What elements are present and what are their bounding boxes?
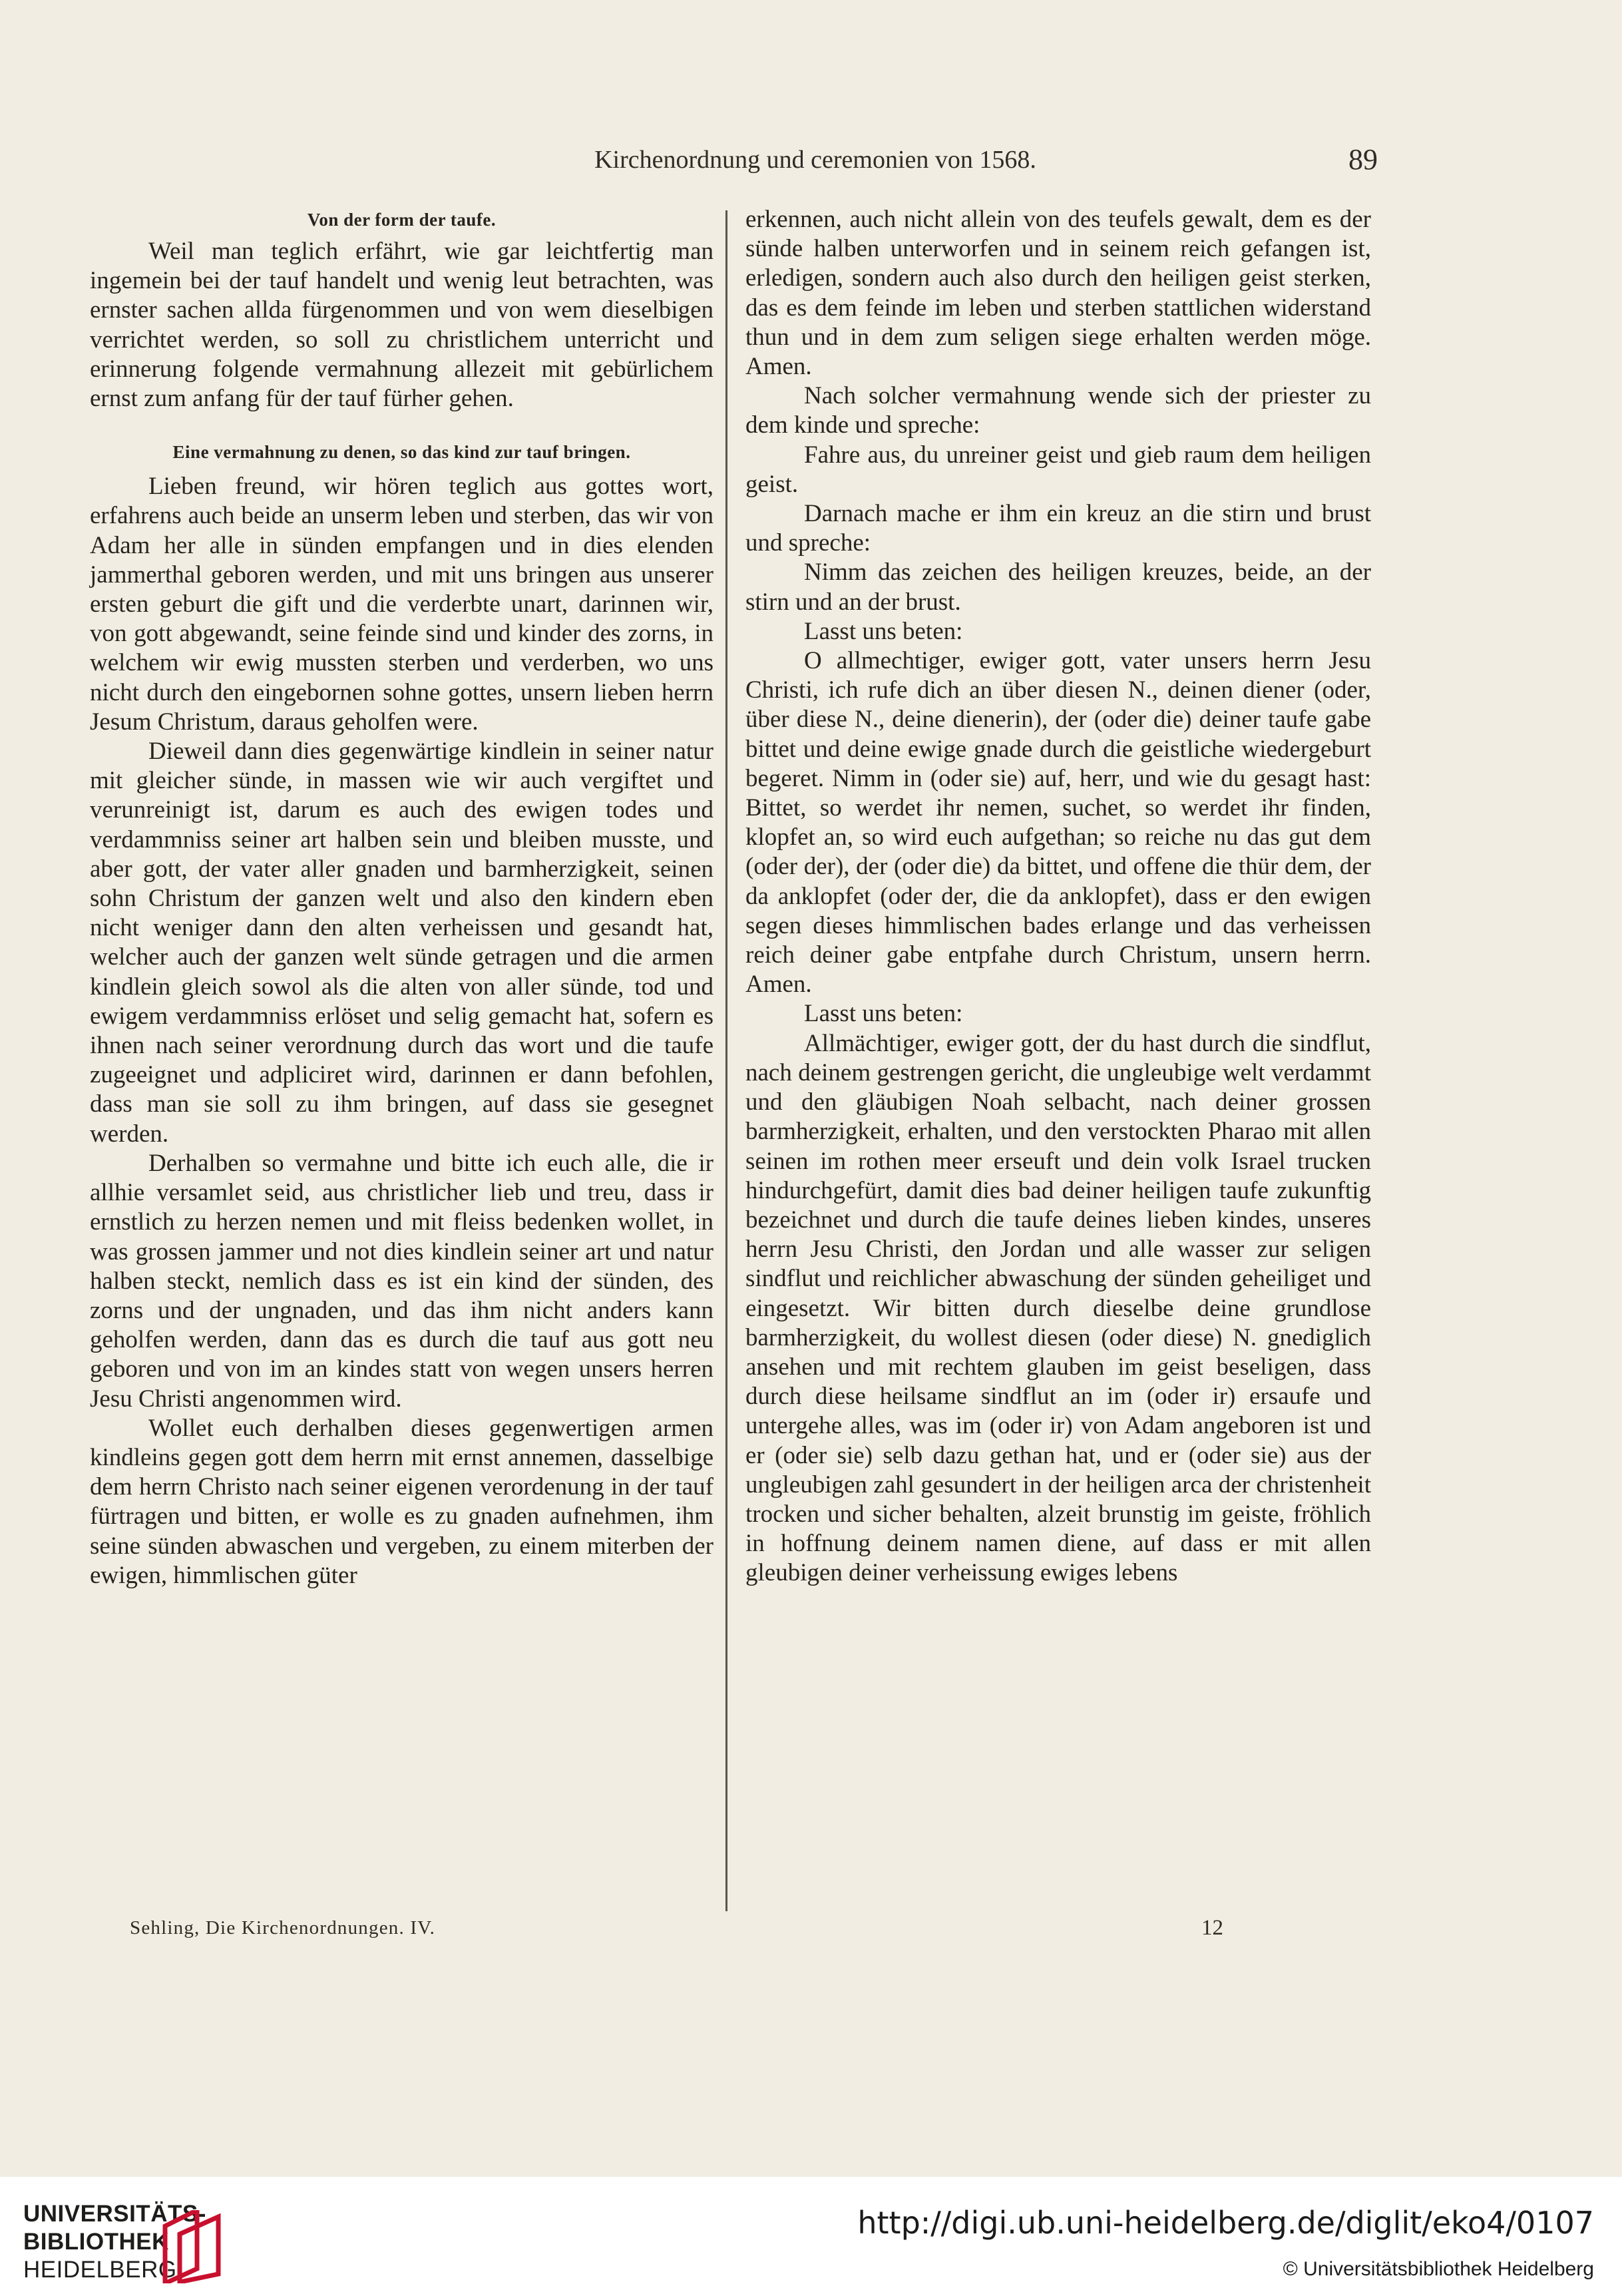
library-logo-icon <box>160 2210 224 2283</box>
right-column <box>745 205 1371 1588</box>
copyright-notice: © Universitätsbibliothek Heidelberg <box>1283 2258 1594 2280</box>
paragraph: O allmechtiger, ewiger gott, vater unsers herrn Jesu Christi, ich rufe dich an über diesen N., deinen diener (oder, über diese N., deine dienerin), der (oder die) deiner taufe gabe bittet und deine ewige gnade durch die geistliche wiedergeburt begeret. Nimm in (oder sie) auf, herr, und wie du gesagt hast: Bittet, so werdet ihr nemen, suchet, so werdet ihr finden, klopfet an, so wird euch aufgethan; so reiche nu das gut dem (oder der), der (oder die) da bittet, und offene die thür dem, der da anklopfet (oder der, die da anklopfet), dass er den ewigen segen dieses himmlischen bades erlange und das verheissen reich deiner gabe entpfahe durch Christum, unsern herrn. Amen. <box>745 647 1371 999</box>
logo-text-line-2: BIBLIOTHEK <box>23 2229 169 2255</box>
logo-text-line-1: UNIVERSITÄTS- <box>23 2201 206 2227</box>
paragraph: Dieweil dann dies gegenwärtige kindlein in seiner natur mit gleicher sünde, in massen wie wir auch vergiftet und verunreinigt ist, darum es auch des ewigen todes und verdammniss seiner art halben sein und bleiben musste, und aber gott, der vater aller gnaden und barmherzigkeit, seinen sohn Christum der ganzen welt und also den kindern eben nicht weniger dann den alten verheissen und gesandt hat, welcher auch der ganzen welt sünde getragen und die armen kindlein gleich sowol als die alten von aller sünde, tod und ewigem verdammniss erlöset und selig gemacht hat, sofern es ihnen nach seiner verordnung durch das wort und die taufe zugeeignet und adpliciret wird, darinnen er dann befohlen, dass man sie soll zu ihm bringen, auf dass sie gesegnet werden. <box>90 738 713 1148</box>
paragraph: Lieben freund, wir hören teglich aus gottes wort, erfahrens auch beide an unserm leben und sterben, das wir von Adam her alle in sünden empfangen und in dies elenden jammerthal geboren werden, und mit uns bringen aus unserer ersten geburt die gift und die verderbte unart, darinnen wir, von gott abgewandt, seine feinde sind und kinder des zorns, in welchem wir ewig mussten sterben und verderben, wo uns nicht durch den eingebornen sohne gottes, unsern lieben herrn Jesum Christum, daraus geholfen were. <box>90 473 713 736</box>
section-heading-vermahnung: Eine vermahnung zu denen, so das kind zur tauf bringen. <box>172 442 631 463</box>
paragraph: Wollet euch derhalben dieses gegenwertigen armen kindleins gegen gott dem herrn mit ernst annemen, dasselbige dem herrn Christo nach seiner eigenen verordenung in der tauf fürtragen und bitten, er wolle es zu gnaden aufnehmen, ihm seine sünden abwaschen und vergeben, zu einem miterben der ewigen, himmlischen güter <box>90 1414 713 1589</box>
permalink-url[interactable]: http://digi.ub.uni-heidelberg.de/diglit/eko4/0107 <box>857 2205 1594 2241</box>
column-divider <box>725 210 727 1911</box>
paragraph: Nach solcher vermahnung wende sich der priester zu dem kinde und spreche: <box>745 382 1371 439</box>
page-number: 89 <box>1348 143 1378 176</box>
running-title: Kirchenordnung und ceremonien von 1568. <box>594 146 1036 174</box>
printer-signature: Sehling, Die Kirchenordnungen. IV. <box>130 1917 436 1939</box>
library-footer <box>0 2177 1622 2296</box>
paragraph: Nimm das zeichen des heiligen kreuzes, beide, an der stirn und an der brust. <box>745 559 1371 616</box>
logo-text-line-3: HEIDELBERG <box>23 2257 177 2283</box>
section-heading-form-der-taufe: Von der form der taufe. <box>307 210 497 230</box>
paragraph-continuation: erkennen, auch nicht allein von des teufels gewalt, dem es der sünde halben unterworfen und in seinem reich gefangen ist, erledigen, sondern auch also durch den heiligen geist sterken, das es dem feinde im leben und sterben stattlichen widerstand thun und in dem zum seligen siege erhalten werden möge. Amen. <box>745 206 1371 381</box>
paragraph: Allmächtiger, ewiger gott, der du hast durch die sindflut, nach deinem gestrengen gericht, die ungleubige welt verdammt und den gläubigen Noah selbacht, nach deiner grossen barmherzigkeit, erhalten, und den verstockten Pharao mit allen seinen im rothen meer erseuft und dein volk Israel trucken hindurchgefürt, damit dies bad deiner heiligen taufe zukunftig bezeichnet und durch die taufe deines lieben kindes, unseres herrn Jesu Christi, den Jordan und alle wasser zur seligen sindflut und reichlicher abwaschung der sünden geheiliget und eingesetzt. Wir bitten durch dieselbe deine grundlose barmherzigkeit, du wollest diesen (oder diese) N. gnediglich ansehen und mit rechtem glauben im geist beseligen, dass durch diese heilsame sindflut an im (oder ir) ersaufe und untergehe alles, was im (oder ir) von Adam angeboren ist und er (oder sie) selb dazu gethan hat, und er (oder sie) aus der ungleubigen zahl gesundert in der heiligen arca der christenheit trocken und sicher behalten, alzeit brunstig im geiste, fröhlich in hoffnung deinem namen diene, auf dass er mit allen gleubigen deiner verheissung ewiges lebens <box>745 1029 1371 1587</box>
left-column <box>90 205 713 1590</box>
paragraph: Lasst uns beten: <box>804 617 963 645</box>
paragraph: Derhalben so vermahne und bitte ich euch alle, die ir allhie versamlet seid, aus christlicher lieb und treu, dass ir ernstlich zu herzen nemen und mit fleiss bedenken wollet, in was grossen jammer und not dies kindlein seiner art und natur halben steckt, nemlich dass es ist ein kind der sünden, des zorns und der ungnaden, und das ihm nicht anders kann geholfen werden, dann das es durch die tauf aus gott neu geboren und von im an kindes statt von wegen unsers herren Jesu Christi angenommen wird. <box>90 1149 713 1413</box>
paragraph: Weil man teglich erfährt, wie gar leichtfertig man ingemein bei der tauf handelt und wenig leut betrachten, was ernster sachen allda fürgenommen und von wem dieselbigen verrichtet werden, so soll zu christlichem unterricht und erinnerung folgende vermahnung allezeit mit gebürlichem ernst zum anfang für der tauf fürher gehen. <box>90 238 713 413</box>
sheet-number: 12 <box>1201 1916 1223 1940</box>
paragraph: Darnach mache er ihm ein kreuz an die stirn und brust und spreche: <box>745 500 1371 557</box>
paragraph: Lasst uns beten: <box>804 1000 963 1028</box>
paragraph: Fahre aus, du unreiner geist und gieb raum dem heiligen geist. <box>745 441 1371 498</box>
